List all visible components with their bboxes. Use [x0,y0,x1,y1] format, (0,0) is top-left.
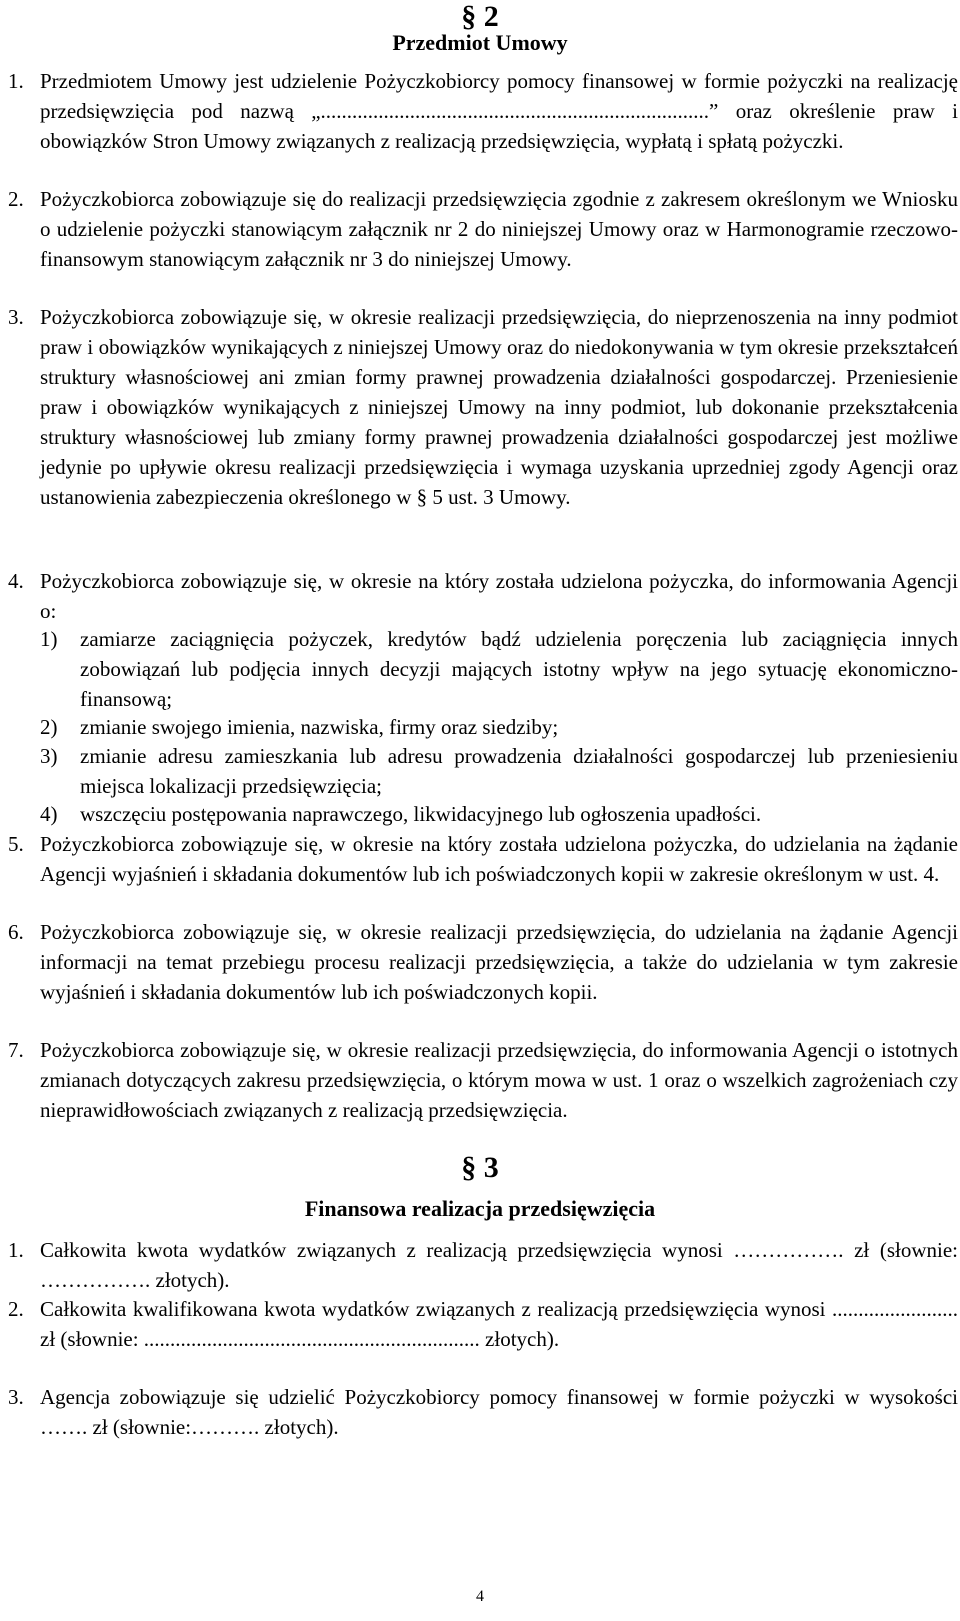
item-number: 4. [8,569,24,593]
section-2-subitem-4 [40,799,958,829]
subitem-number: 3) [40,744,58,768]
item-text: Przedmiotem Umowy jest udzielenie Pożyczkobiorcy pomocy finansowej w formie pożyczki na realizację przedsięwzięcia pod nazwą „..........................................................................” oraz określenie praw i obowiązków Stron Umowy związanych z realizacją przedsięwzięcia, wypłatą i spłatą pożyczki. [40,69,958,153]
section-2-subitem-1 [40,624,958,714]
section-3-symbol: § 3 [461,1151,499,1184]
item-number: 7. [8,1038,24,1062]
section-2-item-1 [8,66,958,156]
subitem-number: 1) [40,627,58,651]
item-number: 2. [8,187,24,211]
item-number: 3. [8,305,24,329]
item-number: 1. [8,1238,24,1262]
section-2-item-5 [8,829,958,889]
item-text: Pożyczkobiorca zobowiązuje się, w okresie na który została udzielona pożyczka, do udzielania na żądanie Agencji wyjaśnień i składania dokumentów lub ich poświadczonych kopii w zakresie określonym w ust. 4. [40,832,958,886]
subitem-text: wszczęciu postępowania naprawczego, likwidacyjnego lub ogłoszenia upadłości. [80,802,762,826]
item-text: Pożyczkobiorca zobowiązuje się, w okresie realizacji przedsięwzięcia, do informowania Agencji o istotnych zmianach dotyczących zakresu przedsięwzięcia, o którym mowa w ust. 1 oraz o wszelkich zagrożeniach czy nieprawidłowościach związanych z realizacją przedsięwzięcia. [40,1038,958,1122]
item-text: Całkowita kwalifikowana kwota wydatków związanych z realizacją przedsięwzięcia wynosi ........................ zł (słownie: ................................................................ złotych). [40,1297,958,1351]
subitem-text: zamiarze zaciągnięcia pożyczek, kredytów bądź udzielenia poręczenia lub zaciągnięcia innych zobowiązań lub podjęcia innych decyzji mających istotny wpływ na jego sytuację ekonomiczno-finansową; [80,627,958,711]
section-3-item-2 [8,1294,958,1354]
section-2-item-3 [8,302,958,512]
page-number: 4 [476,1588,484,1605]
section-3-title: Finansowa realizacja przedsięwzięcia [304,1196,656,1221]
item-text: Pożyczkobiorca zobowiązuje się do realizacji przedsięwzięcia zgodnie z zakresem określonym we Wniosku o udzielenie pożyczki stanowiącym załącznik nr 2 do niniejszej Umowy oraz w Harmonogramie rzeczowo-finansowym stanowiącym załącznik nr 3 do niniejszej Umowy. [40,187,958,271]
subitem-number: 4) [40,802,58,826]
section-2-subitem-3 [40,741,958,801]
subitem-text: zmianie swojego imienia, nazwiska, firmy oraz siedziby; [80,715,559,739]
section-2-symbol: § 2 [461,0,499,33]
subitem-number: 2) [40,715,58,739]
item-text: Pożyczkobiorca zobowiązuje się, w okresie realizacji przedsięwzięcia, do nieprzenoszenia na inny podmiot praw i obowiązków wynikających z niniejszej Umowy oraz do niedokonywania w tym okresie przekształceń struktury własnościowej ani zmian formy prawnej prowadzenia działalności gospodarczej. Przeniesienie praw i obowiązków wynikających z niniejszej Umowy na inny podmiot, lub dokonanie przekształcenia struktury własnościowej lub zmiany formy prawnej prowadzenia działalności gospodarczej jest możliwe jedynie po upływie okresu realizacji przedsięwzięcia i wymaga uzyskania uprzedniej zgody Agencji oraz ustanowienia zabezpieczenia określonego w § 5 ust. 3 Umowy. [40,305,958,509]
item-number: 6. [8,920,24,944]
section-3-item-1 [8,1235,958,1295]
subitem-text: zmianie adresu zamieszkania lub adresu prowadzenia działalności gospodarczej lub przeniesieniu miejsca lokalizacji przedsięwzięcia; [80,744,958,798]
section-2-subitem-2 [40,712,958,742]
section-2-item-4 [8,566,958,626]
item-text: Agencja zobowiązuje się udzielić Pożyczkobiorcy pomocy finansowej w formie pożyczki w wysokości ……. zł (słownie:………. złotych). [40,1385,958,1439]
item-number: 2. [8,1297,24,1321]
item-number: 1. [8,69,24,93]
item-number: 3. [8,1385,24,1409]
section-2-item-2 [8,184,958,274]
section-2-title: Przedmiot Umowy [392,30,568,55]
section-2-item-6 [8,917,958,1007]
item-number: 5. [8,832,24,856]
item-text: Pożyczkobiorca zobowiązuje się, w okresie na który została udzielona pożyczka, do informowania Agencji o: [40,569,958,623]
item-text: Pożyczkobiorca zobowiązuje się, w okresie realizacji przedsięwzięcia, do udzielania na żądanie Agencji informacji na temat przebiegu procesu realizacji przedsięwzięcia, a także do udzielania w tym zakresie wyjaśnień i składania dokumentów lub ich poświadczonych kopii. [40,920,958,1004]
section-3-item-3 [8,1382,958,1442]
section-2-item-7 [8,1035,958,1125]
item-text: Całkowita kwota wydatków związanych z realizacją przedsięwzięcia wynosi ……………. zł (słownie: ……………. złotych). [40,1238,958,1292]
